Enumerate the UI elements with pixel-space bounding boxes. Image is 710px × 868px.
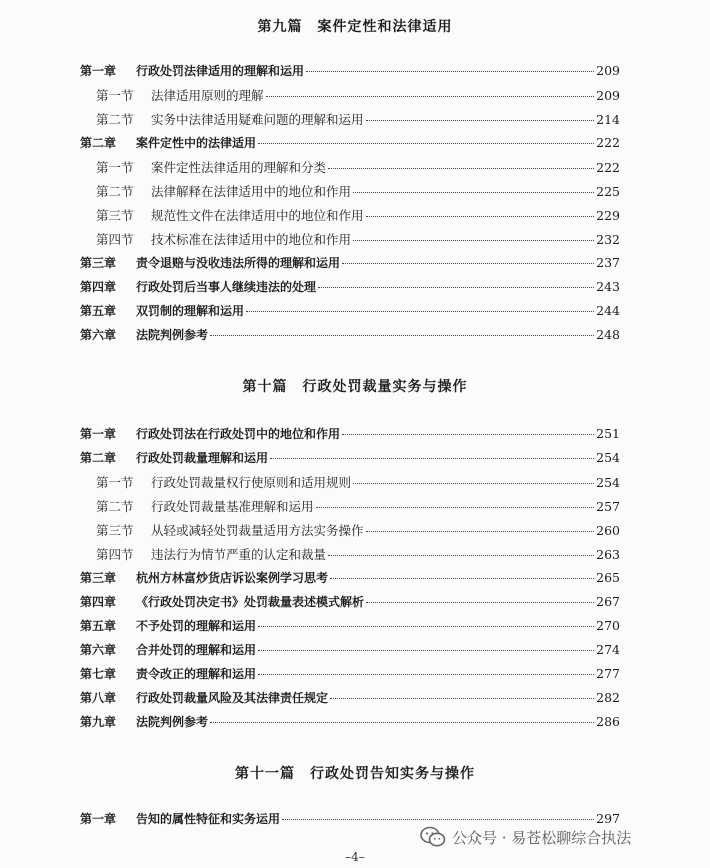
toc-entry[interactable]	[80, 617, 620, 637]
dot-leader	[318, 277, 594, 288]
entry-page: 214	[596, 112, 620, 127]
entry-title: 违法行为情节严重的认定和裁量	[151, 547, 327, 562]
entry-page: 222	[596, 160, 620, 175]
dot-leader	[330, 568, 594, 579]
entry-number: 第一章	[80, 812, 117, 826]
entry-number: 第一节	[96, 88, 134, 103]
toc-entry[interactable]	[80, 302, 620, 322]
entry-title: 双罚制的理解和运用	[136, 304, 245, 318]
entry-page: 263	[596, 547, 620, 562]
entry-title: 行政处罚法律适用的理解和运用	[136, 64, 305, 78]
toc-entry[interactable]	[96, 473, 620, 493]
dot-leader	[270, 448, 594, 459]
entry-page: 237	[596, 255, 620, 270]
entry-title: 从轻或减轻处罚裁量适用方法实务操作	[151, 523, 364, 538]
entry-number: 第七章	[80, 667, 117, 681]
toc-entry[interactable]	[80, 254, 620, 274]
toc-entry[interactable]	[80, 713, 620, 733]
entry-title: 法律适用原则的理解	[151, 88, 264, 103]
dot-leader	[210, 325, 594, 336]
entry-page: 209	[596, 63, 620, 78]
toc-entry[interactable]	[96, 206, 620, 226]
dot-leader	[306, 61, 594, 72]
entry-title: 实务中法律适用疑难问题的理解和运用	[151, 112, 364, 127]
dot-leader	[282, 809, 594, 820]
entry-number: 第四章	[80, 595, 117, 609]
toc-entry[interactable]	[80, 326, 620, 346]
entry-title: 技术标准在法律适用中的地位和作用	[151, 232, 352, 247]
entry-number: 第一节	[96, 160, 134, 175]
entry-number: 第二节	[96, 499, 134, 514]
dot-leader	[366, 110, 594, 121]
entry-title: 杭州方林富炒货店诉讼案例学习思考	[136, 571, 329, 585]
toc-entry[interactable]	[80, 425, 620, 445]
entry-number: 第五章	[80, 304, 117, 318]
entry-page: 257	[596, 499, 620, 514]
entry-number: 第四节	[96, 232, 134, 247]
entry-title: 案件定性中的法律适用	[136, 136, 257, 150]
entry-number: 第二章	[80, 136, 117, 150]
toc-entry[interactable]	[96, 182, 620, 202]
entry-number: 第三章	[80, 571, 117, 585]
dot-leader	[353, 473, 594, 484]
dot-leader	[366, 206, 594, 217]
entry-number: 第三节	[96, 208, 134, 223]
entry-title: 责令退赔与没收违法所得的理解和运用	[136, 256, 341, 270]
dot-leader	[258, 616, 594, 627]
dot-leader	[328, 545, 594, 556]
dot-leader	[328, 158, 594, 169]
toc-entry[interactable]	[80, 278, 620, 298]
dot-leader	[366, 521, 594, 532]
entry-number: 第五章	[80, 619, 117, 633]
entry-page: 286	[596, 714, 620, 729]
entry-number: 第一章	[80, 427, 117, 441]
entry-page: 267	[596, 594, 620, 609]
entry-title: 行政处罚裁量权行使原则和适用规则	[151, 475, 352, 490]
entry-page: 282	[596, 690, 620, 705]
entry-title: 《行政处罚决定书》处罚裁量表述模式解析	[136, 595, 365, 609]
dot-leader	[246, 301, 594, 312]
dot-leader	[258, 664, 594, 675]
entry-page: 232	[596, 232, 620, 247]
toc-entry[interactable]	[80, 62, 620, 82]
toc-entry[interactable]	[96, 86, 620, 106]
toc-entry[interactable]	[80, 641, 620, 661]
part-title: 第九篇 案件定性和法律适用	[257, 19, 453, 35]
entry-number: 第九章	[80, 715, 117, 729]
part-title: 第十一篇 行政处罚告知实务与操作	[235, 766, 475, 782]
entry-page: 254	[596, 450, 620, 465]
entry-title: 责令改正的理解和运用	[136, 667, 257, 681]
entry-page: 254	[596, 475, 620, 490]
entry-page: 251	[596, 426, 620, 441]
entry-page: 274	[596, 642, 620, 657]
toc-entry[interactable]	[96, 497, 620, 517]
dot-leader	[342, 253, 594, 264]
entry-page: 225	[596, 184, 620, 199]
toc-entry[interactable]	[80, 449, 620, 469]
entry-title: 不予处罚的理解和运用	[136, 619, 257, 633]
entry-page: 222	[596, 135, 620, 150]
toc-entry[interactable]	[80, 689, 620, 709]
entry-page: 244	[596, 303, 620, 318]
dot-leader	[266, 86, 594, 97]
entry-number: 第八章	[80, 691, 117, 705]
watermark-text: 公众号 · 易苍松聊综合执法	[452, 828, 632, 847]
dot-leader	[258, 133, 594, 144]
entry-title: 案件定性法律适用的理解和分类	[151, 160, 327, 175]
entry-number: 第三章	[80, 256, 117, 270]
toc-entry[interactable]	[96, 521, 620, 541]
toc-entry[interactable]	[80, 569, 620, 589]
dot-leader	[210, 712, 594, 723]
entry-number: 第四节	[96, 547, 134, 562]
entry-page: 248	[596, 327, 620, 342]
entry-number: 第六章	[80, 643, 117, 657]
entry-number: 第四章	[80, 280, 117, 294]
dot-leader	[316, 497, 594, 508]
entry-page: 229	[596, 208, 620, 223]
watermark	[420, 824, 631, 850]
toc-entry[interactable]	[80, 665, 620, 685]
entry-number: 第二节	[96, 184, 134, 199]
toc-entry[interactable]	[80, 134, 620, 154]
entry-title: 合并处罚的理解和运用	[136, 643, 257, 657]
entry-number: 第一节	[96, 475, 134, 490]
entry-number: 第一章	[80, 64, 117, 78]
entry-page: 265	[596, 570, 620, 585]
entry-title: 行政处罚裁量理解和运用	[136, 451, 269, 465]
entry-number: 第二章	[80, 451, 117, 465]
toc-entry[interactable]	[96, 158, 620, 178]
entry-title: 行政处罚法在行政处罚中的地位和作用	[136, 427, 341, 441]
toc-entry[interactable]	[96, 230, 620, 250]
entry-page: 260	[596, 523, 620, 538]
entry-title: 规范性文件在法律适用中的地位和作用	[151, 208, 364, 223]
dot-leader	[353, 230, 594, 241]
entry-number: 第二节	[96, 112, 134, 127]
part-title: 第十篇 行政处罚裁量实务与操作	[242, 379, 468, 395]
entry-title: 法律解释在法律适用中的地位和作用	[151, 184, 352, 199]
dot-leader	[330, 688, 594, 699]
wechat-icon	[420, 826, 446, 848]
dot-leader	[353, 182, 594, 193]
entry-title: 行政处罚裁量风险及其法律责任规定	[136, 691, 329, 705]
dot-leader	[258, 640, 594, 651]
entry-page: 277	[596, 666, 620, 681]
entry-title: 行政处罚裁量基准理解和运用	[151, 499, 314, 514]
toc-entry[interactable]	[96, 545, 620, 565]
toc-entry[interactable]	[96, 110, 620, 130]
entry-page: 270	[596, 618, 620, 633]
entry-title: 行政处罚后当事人继续违法的处理	[136, 280, 317, 294]
entry-page: 297	[596, 811, 620, 826]
entry-page: 209	[596, 88, 620, 103]
entry-page: 243	[596, 279, 620, 294]
toc-entry[interactable]	[80, 593, 620, 613]
entry-title: 法院判例参考	[136, 715, 209, 729]
entry-number: 第六章	[80, 328, 117, 342]
dot-leader	[366, 592, 594, 603]
page-number-footer: –4–	[345, 850, 365, 864]
entry-number: 第三节	[96, 523, 134, 538]
dot-leader	[342, 424, 594, 435]
entry-title: 告知的属性特征和实务运用	[136, 812, 281, 826]
entry-title: 法院判例参考	[136, 328, 209, 342]
